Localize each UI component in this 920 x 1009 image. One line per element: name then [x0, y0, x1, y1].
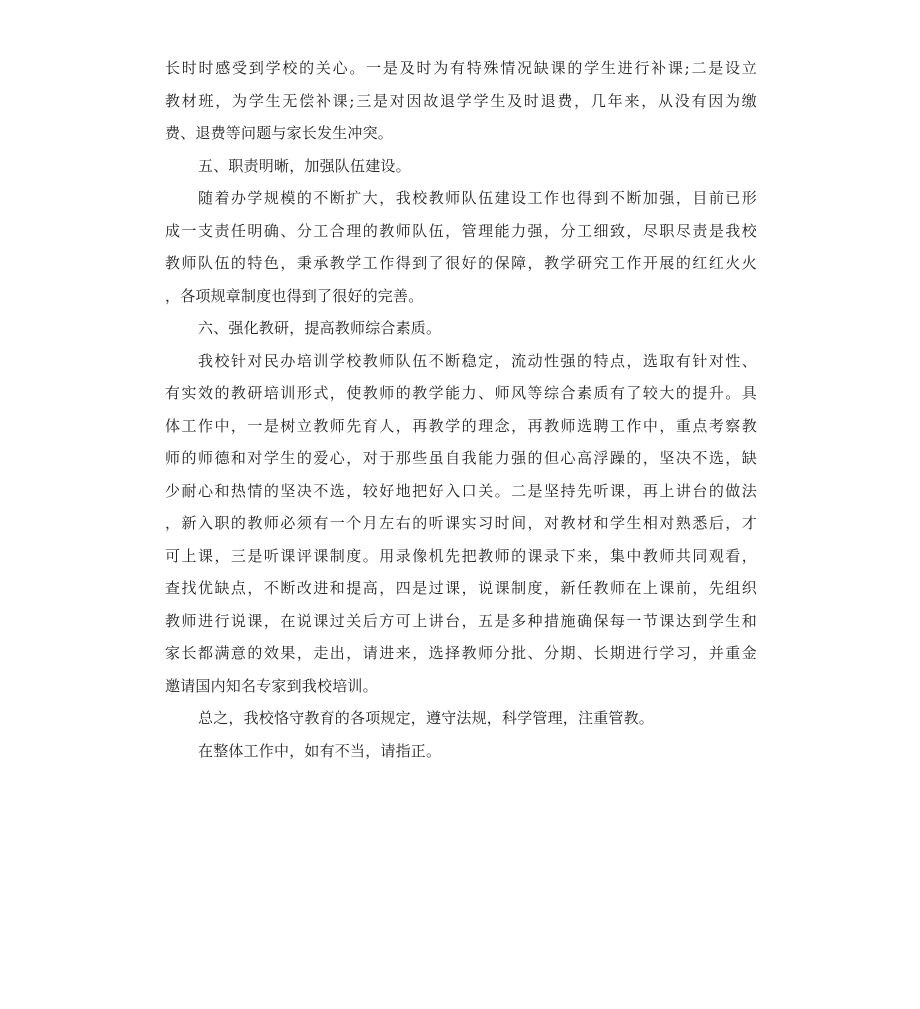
text-line: ，各项规章制度也得到了很好的完善。 — [165, 286, 424, 305]
text-line: 教材班，为学生无偿补课;三是对因故退学学生及时退费，几年来，从没有因为缴 — [165, 91, 757, 110]
text-line: 成一支责任明确、分工合理的教师队伍，管理能力强，分工细致，尽职尽责是我校 — [165, 221, 757, 240]
text-line: 费、退费等问题与家长发生冲突。 — [165, 124, 394, 142]
text-line: 有实效的教研培训形式，使教师的教学能力、师风等综合素质有了较大的提升。具 — [165, 384, 757, 402]
text-line: 少耐心和热情的坚决不选，较好地把好入口关。二是坚持先听课，再上讲台的做法 — [165, 481, 757, 500]
text-line: 在整体工作中，如有不当，请指正。 — [198, 741, 442, 760]
text-line: 随着办学规模的不断扩大，我校教师队伍建设工作也得到不断加强，目前已形 — [198, 189, 757, 207]
section-heading: 六、强化教研，提高教师综合素质。 — [198, 319, 442, 337]
section-heading: 五、职责明晰，加强队伍建设。 — [198, 156, 411, 175]
text-line: ，新入职的教师必须有一个月左右的听课实习时间，对教材和学生相对熟悉后，才 — [165, 514, 757, 532]
text-line: 可上课，三是听课评课制度。用录像机先把教师的课录下来，集中教师共同观看， — [165, 546, 757, 565]
text-line: 教师队伍的特色，秉承教学工作得到了很好的保障，教学研究工作开展的红红火火 — [165, 254, 757, 272]
text-line: 体工作中，一是树立教师先育人，再教学的理念，再教师选聘工作中，重点考察教 — [165, 416, 757, 435]
text-line: 长时时感受到学校的关心。一是及时为有特殊情况缺课的学生进行补课;二是设立 — [165, 59, 757, 77]
text-line: 我校针对民办培训学校教师队伍不断稳定，流动性强的特点，选取有针对性、 — [198, 351, 757, 370]
document-body — [165, 52, 757, 767]
text-line: 教师进行说课，在说课过关后方可上讲台，五是多种措施确保每一节课达到学生和 — [165, 611, 757, 630]
text-line: 查找优缺点，不断改进和提高，四是过课，说课制度，新任教师在上课前，先组织 — [165, 579, 757, 597]
text-line: 总之，我校恪守教育的各项规定，遵守法规，科学管理，注重管教。 — [198, 709, 655, 727]
text-line: 邀请国内知名专家到我校培训。 — [165, 676, 378, 695]
text-line: 家长都满意的效果，走出，请进来，选择教师分批、分期、长期进行学习，并重金 — [165, 644, 757, 662]
text-line: 师的师德和对学生的爱心，对于那些虽自我能力强的但心高浮躁的，坚决不选，缺 — [165, 449, 757, 467]
